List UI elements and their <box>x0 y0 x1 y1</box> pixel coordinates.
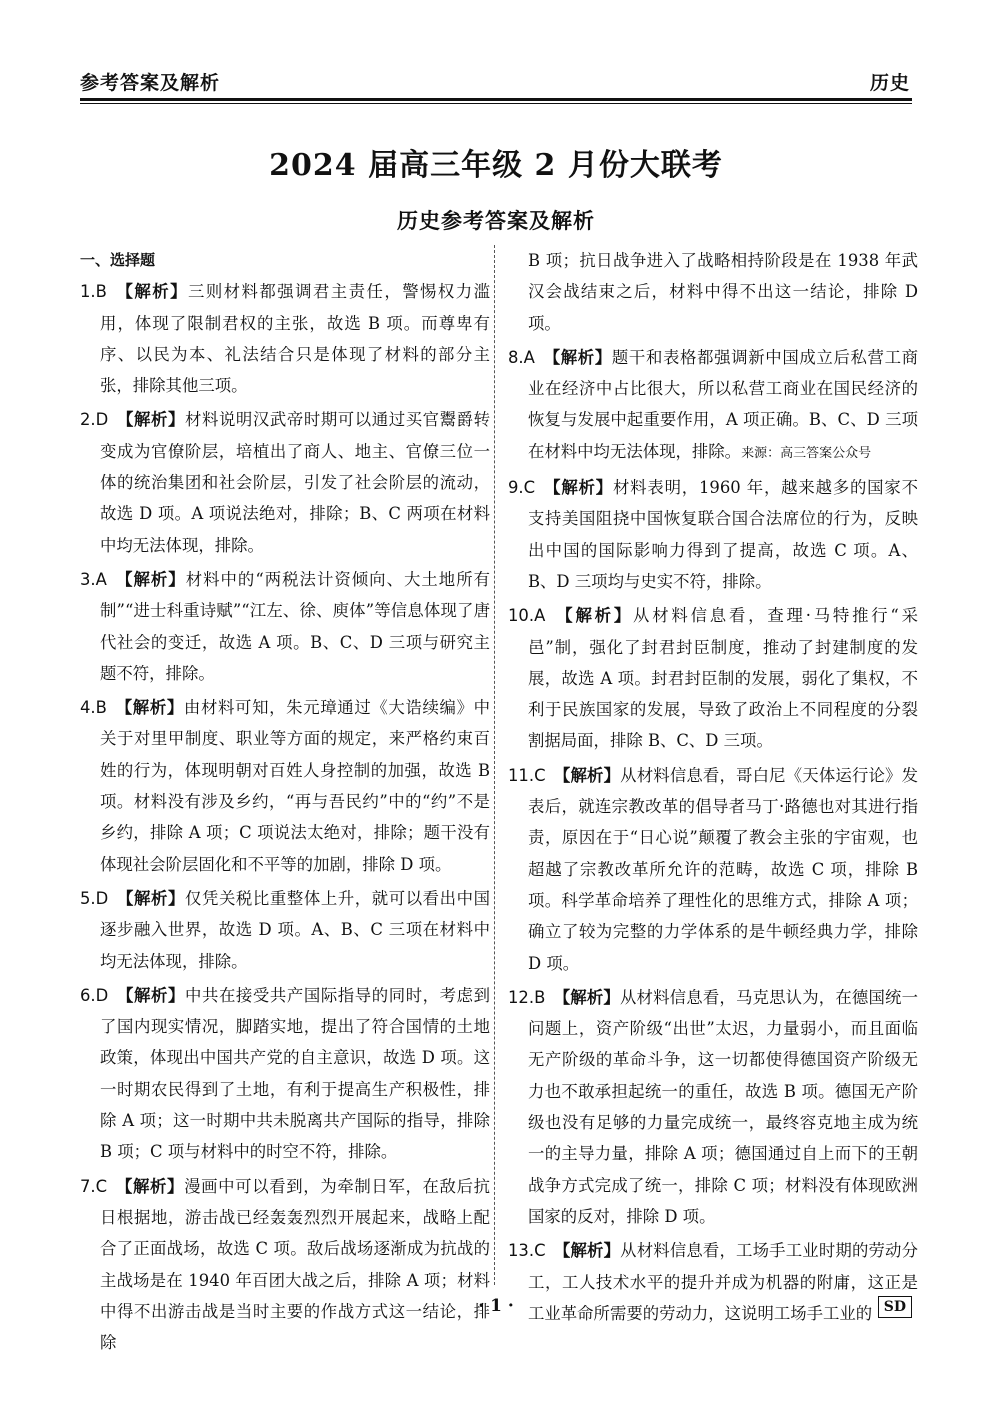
analysis-text: 从材料信息看，查理·马特推行“采邑”制，强化了封君封臣制度，推动了封建制度的发展，故选 A 项。封君封臣制的发展，弱化了集权，不利于民族国家的发展，导致了政治上不同程度的分裂割据局面，排除 B、C、D 三项。 <box>528 606 918 751</box>
question-number: 3. <box>80 569 96 589</box>
analysis-text: 中共在接受共产国际指导的同时，考虑到了国内现实情况，脚踏实地，提出了符合国情的土地政策，体现出中国共产党的自主意识，故选 D 项。这一时期农民得到了土地，有利于提高生产积极性，排除 A 项；这一时期中共未脱离共产国际的指导，排除 B 项；C 项与材料中的时空不符，排除。 <box>100 985 491 1162</box>
question-number: 6. <box>80 985 96 1005</box>
analysis-text: 从材料信息看，马克思认为，在德国统一问题上，资产阶级“出世”太迟，力量弱小，而且面临无产阶级的革命斗争，这一切都使得德国资产阶级无力也不敢承担起统一的重任，故选 B 项。德国无产阶级也没有足够的力量完成统一，最终容克地主成为统一的主导力量，排除 A 项；德国通过自上而下的王朝战争方式完成了统一，排除 C 项；材料没有体现欧洲国家的反对，排除 D 项。 <box>528 987 919 1226</box>
analysis-text: B 项；抗日战争进入了战略相持阶段是在 1938 年武汉会战结束之后，材料中得不出这一结论，排除 D 项。 <box>528 251 918 333</box>
left-column <box>80 245 490 1361</box>
answer-letter: A <box>523 347 535 367</box>
answer-item <box>80 1171 490 1359</box>
region-badge: SD <box>878 1296 912 1318</box>
analysis-text: 漫画中可以看到，为牵制日军，在敌后抗日根据地，游击战已经轰轰烈烈开展起来，战略上配合了正面战场，故选 C 项。敌后战场逐渐成为抗战的主战场是在 1940 年百团大战之后，排除 A 项；材料中得不出游击战是当时主要的作战方式这一结论，排除 <box>100 1176 491 1353</box>
answer-letter: B <box>95 698 107 718</box>
answer-item <box>508 760 918 979</box>
analysis-text: 材料中的“两税法计资倾向、大土地所有制”“进士科重诗赋”“江左、徐、庾体”等信息体现了唐代社会的变迁，故选 A 项。B、C、D 三项与研究主题不符，排除。 <box>100 569 490 683</box>
analysis-text: 仅凭关税比重整体上升，就可以看出中国逐步融入世界，故选 D 项。A、B、C 三项在材料中均无法体现，排除。 <box>100 888 491 971</box>
answer-item <box>80 276 490 401</box>
analysis-text: 材料说明汉武帝时期可以通过买官鬻爵转变成为官僚阶层，培植出了商人、地主、官僚三位一体的统治集团和社会阶层，引发了社会阶层的流动，故选 D 项。A 项说法绝对，排除；B、C 两项在材料中均无法体现，排除。 <box>100 410 491 555</box>
analysis-label: 【解析】 <box>115 698 184 718</box>
analysis-label: 【解析】 <box>553 606 634 626</box>
page-subtitle: 历史参考答案及解析 <box>397 209 595 233</box>
answer-item <box>80 404 490 560</box>
answer-letter: B <box>534 987 546 1007</box>
answer-letter: A <box>95 569 107 589</box>
question-number: 8. <box>508 347 524 367</box>
answer-letter: B <box>95 282 107 302</box>
header-subject-label: 历史 <box>869 72 910 94</box>
page-title: 2024 届高三年级 2 月份大联考 <box>269 148 723 183</box>
column-divider <box>494 245 495 1285</box>
answer-letter: C <box>523 478 536 498</box>
question-number: 4. <box>80 698 96 718</box>
analysis-label: 【解析】 <box>553 765 621 785</box>
analysis-text: 从材料信息看，哥白尼《天体运行论》发表后，就连宗教改革的倡导者马丁·路德也对其进行指责，原因在于“日心说”颠覆了教会主张的宇宙观，也超越了宗教改革所允许的范畴，故选 C 项，排除 B 项。科学革命培养了理性化的思维方式，排除 A 项；确立了较为完整的力学体系的是牛顿经典力学，排除 D 项。 <box>528 765 919 973</box>
analysis-text: 由材料可知，朱元璋通过《大诰续编》中关于对里甲制度、职业等方面的规定，来严格约束百姓的行为，体现明朝对百姓人身控制的加强，故选 B 项。材料没有涉及乡约，“再与吾民约”中的“约”不是乡约，排除 A 项；C 项说法太绝对，排除；题干没有体现社会阶层固化和不平等的加剧，排除 D 项。 <box>100 698 491 874</box>
answer-item <box>80 692 490 880</box>
analysis-text: 材料表明，1960 年，越来越多的国家不支持美国阻挠中国恢复联合国合法席位的行为，反映出中国的国际影响力得到了提高，故选 C 项。A、B、D 三项均与史实不符，排除。 <box>528 478 918 591</box>
question-number: 1. <box>80 282 96 302</box>
header-rule-thin <box>80 103 912 104</box>
answer-item <box>508 600 918 756</box>
question-number: 13. <box>508 1241 535 1261</box>
answer-letter: D <box>95 888 109 908</box>
question-number: 12. <box>508 987 535 1007</box>
answer-item <box>508 342 918 469</box>
analysis-label: 【解析】 <box>115 282 188 302</box>
analysis-label: 【解析】 <box>543 478 613 498</box>
analysis-label: 【解析】 <box>116 985 185 1005</box>
question-number: 7. <box>80 1176 96 1196</box>
answer-item <box>80 980 490 1168</box>
header-rule-thick <box>80 98 912 101</box>
analysis-text: 题干和表格都强调新中国成立后私营工商业在经济中占比很大，所以私营工商业在国民经济的恢复与发展中起重要作用，A 项正确。B、C、D 三项在材料中均无法体现，排除。 <box>528 347 919 461</box>
analysis-label: 【解析】 <box>553 1241 621 1261</box>
answer-item <box>80 564 490 689</box>
header-left-label: 参考答案及解析 <box>80 72 221 94</box>
analysis-label: 【解析】 <box>543 347 612 367</box>
question-number: 2. <box>80 410 96 430</box>
analysis-text: 从材料信息看，工场手工业时期的劳动分工，工人技术水平的提升并成为机器的附庸，这正是工业革命所需要的劳动力，这说明工场手工业的 <box>528 1241 919 1323</box>
analysis-label: 【解析】 <box>116 888 185 908</box>
answer-item <box>508 982 918 1232</box>
analysis-label: 【解析】 <box>553 987 620 1007</box>
question-number: 10. <box>508 606 535 626</box>
page-number: · 1 · <box>478 1296 514 1316</box>
analysis-label: 【解析】 <box>115 1176 185 1196</box>
answer-letter: C <box>95 1176 108 1196</box>
answer-item <box>508 245 918 339</box>
analysis-label: 【解析】 <box>115 569 186 589</box>
answer-letter: C <box>534 765 546 785</box>
watermark-text: 来源：高三答案公众号 <box>741 445 872 461</box>
analysis-label: 【解析】 <box>116 410 185 430</box>
answer-item <box>80 883 490 977</box>
answer-letter: A <box>534 606 546 626</box>
section-title: 一、选择题 <box>80 251 156 269</box>
answer-item <box>508 472 918 597</box>
question-number: 11. <box>508 765 535 785</box>
answer-letter: D <box>95 985 109 1005</box>
question-number: 5. <box>80 888 96 908</box>
analysis-text: 三则材料都强调君主责任，警惕权力滥用，体现了限制君权的主张，故选 B 项。而尊卑有序、以民为本、礼法结合只是体现了材料的部分主张，排除其他三项。 <box>100 282 491 396</box>
answer-letter: C <box>534 1241 546 1261</box>
right-column <box>508 245 918 1332</box>
answer-letter: D <box>95 410 109 430</box>
question-number: 9. <box>508 478 524 498</box>
